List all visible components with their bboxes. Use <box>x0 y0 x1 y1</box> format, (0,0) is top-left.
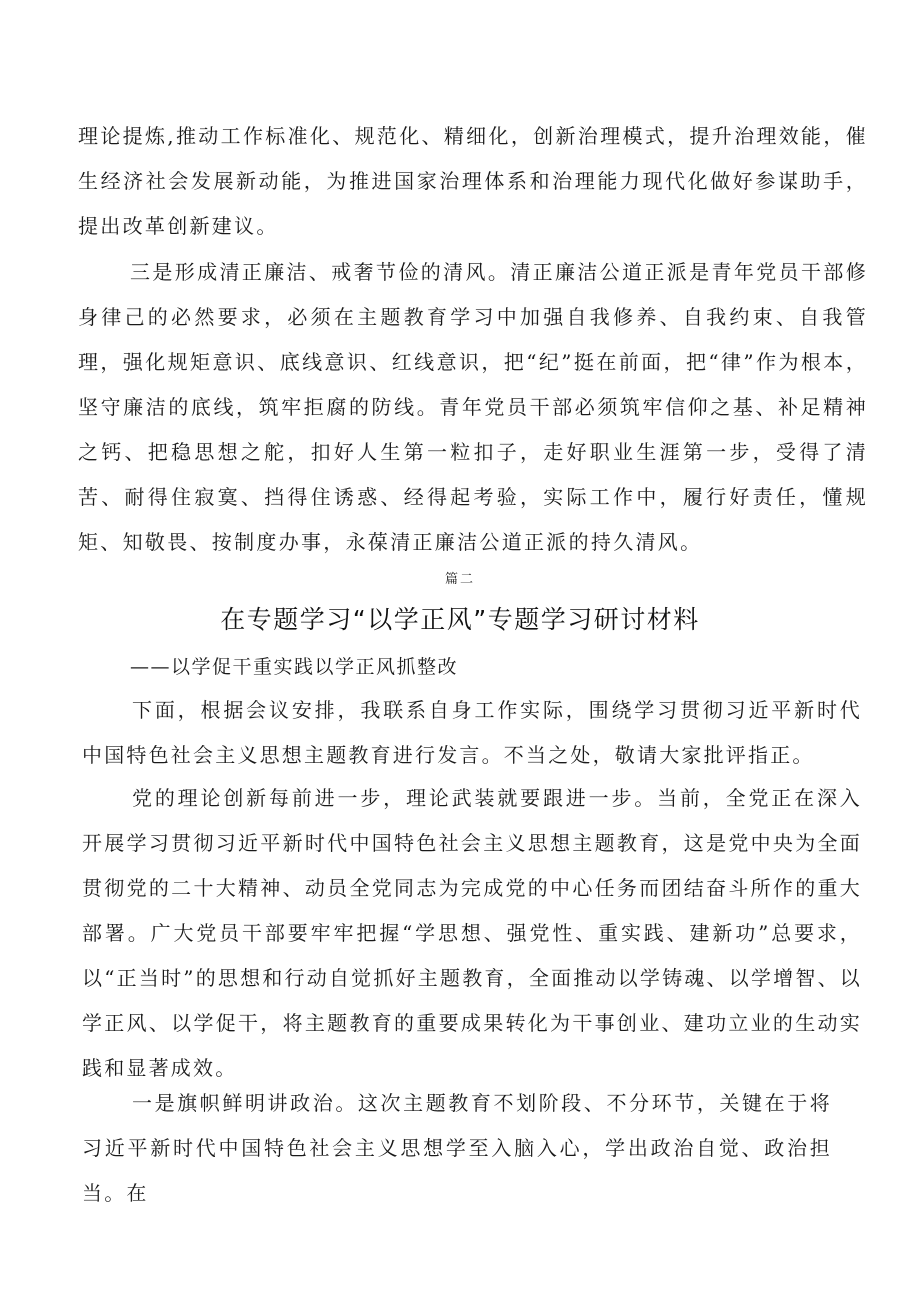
theory-paragraph: 党的理论创新每前进一步，理论武装就要跟进一步。当前，全党正在深入开展学习贯彻习近平新时代中国特色社会主义思想主题教育，这是党中央为全面贯彻党的二十大精神、动员全党同志为完成党的中心任务而团结奋斗所作的重大部署。广大党员干部要牢牢把握“学思想、强党性、重实践、建新功”总要求，以“正当时”的思想和行动自觉抓好主题教育，全面推动以学铸魂、以学增智、以学正风、以学促干，将主题教育的重要成果转化为干事创业、建功立业的生动实践和显著成效。 <box>82 786 862 1080</box>
section-label: 篇二 <box>444 572 475 587</box>
document-subtitle: ——以学促干重实践以学正风抓整改 <box>130 656 459 678</box>
third-point-paragraph: 三是形成清正廉洁、戒奢节俭的清风。清正廉洁公道正派是青年党员干部修身律己的必然要求，必须在主题教育学习中加强自我修养、自我约束、自我管理，强化规矩意识、底线意识、红线意识，把“纪”挺在前面，把“律”作为根本，坚守廉洁的底线，筑牢拒腐的防线。青年党员干部必须筑牢信仰之基、补足精神之钙、把稳思想之舵，扣好人生第一粒扣子，走好职业生涯第一步，受得了清苦、耐得住寂寞、挡得住诱惑、经得起考验，实际工作中，履行好责任，懂规矩、知敬畏、按制度办事，永葆清正廉洁公道正派的持久清风。 <box>78 260 868 554</box>
document-title: 在专题学习“以学正风”专题学习研讨材料 <box>220 605 700 634</box>
intro-paragraph: 理论提炼,推动工作标准化、规范化、精细化，创新治理模式，提升治理效能，催生经济社会发展新动能，为推进国家治理体系和治理能力现代化做好参谋助手，提出改革创新建议。 <box>78 124 868 238</box>
opening-paragraph: 下面，根据会议安排，我联系自身工作实际，围绕学习贯彻习近平新时代中国特色社会主义思想主题教育进行发言。不当之处，敬请大家批评指正。 <box>82 698 862 767</box>
first-point-paragraph: 一是旗帜鲜明讲政治。这次主题教育不划阶段、不分环节，关键在于将习近平新时代中国特色社会主义思想学至入脑入心，学出政治自觉、政治担当。在 <box>82 1091 832 1205</box>
